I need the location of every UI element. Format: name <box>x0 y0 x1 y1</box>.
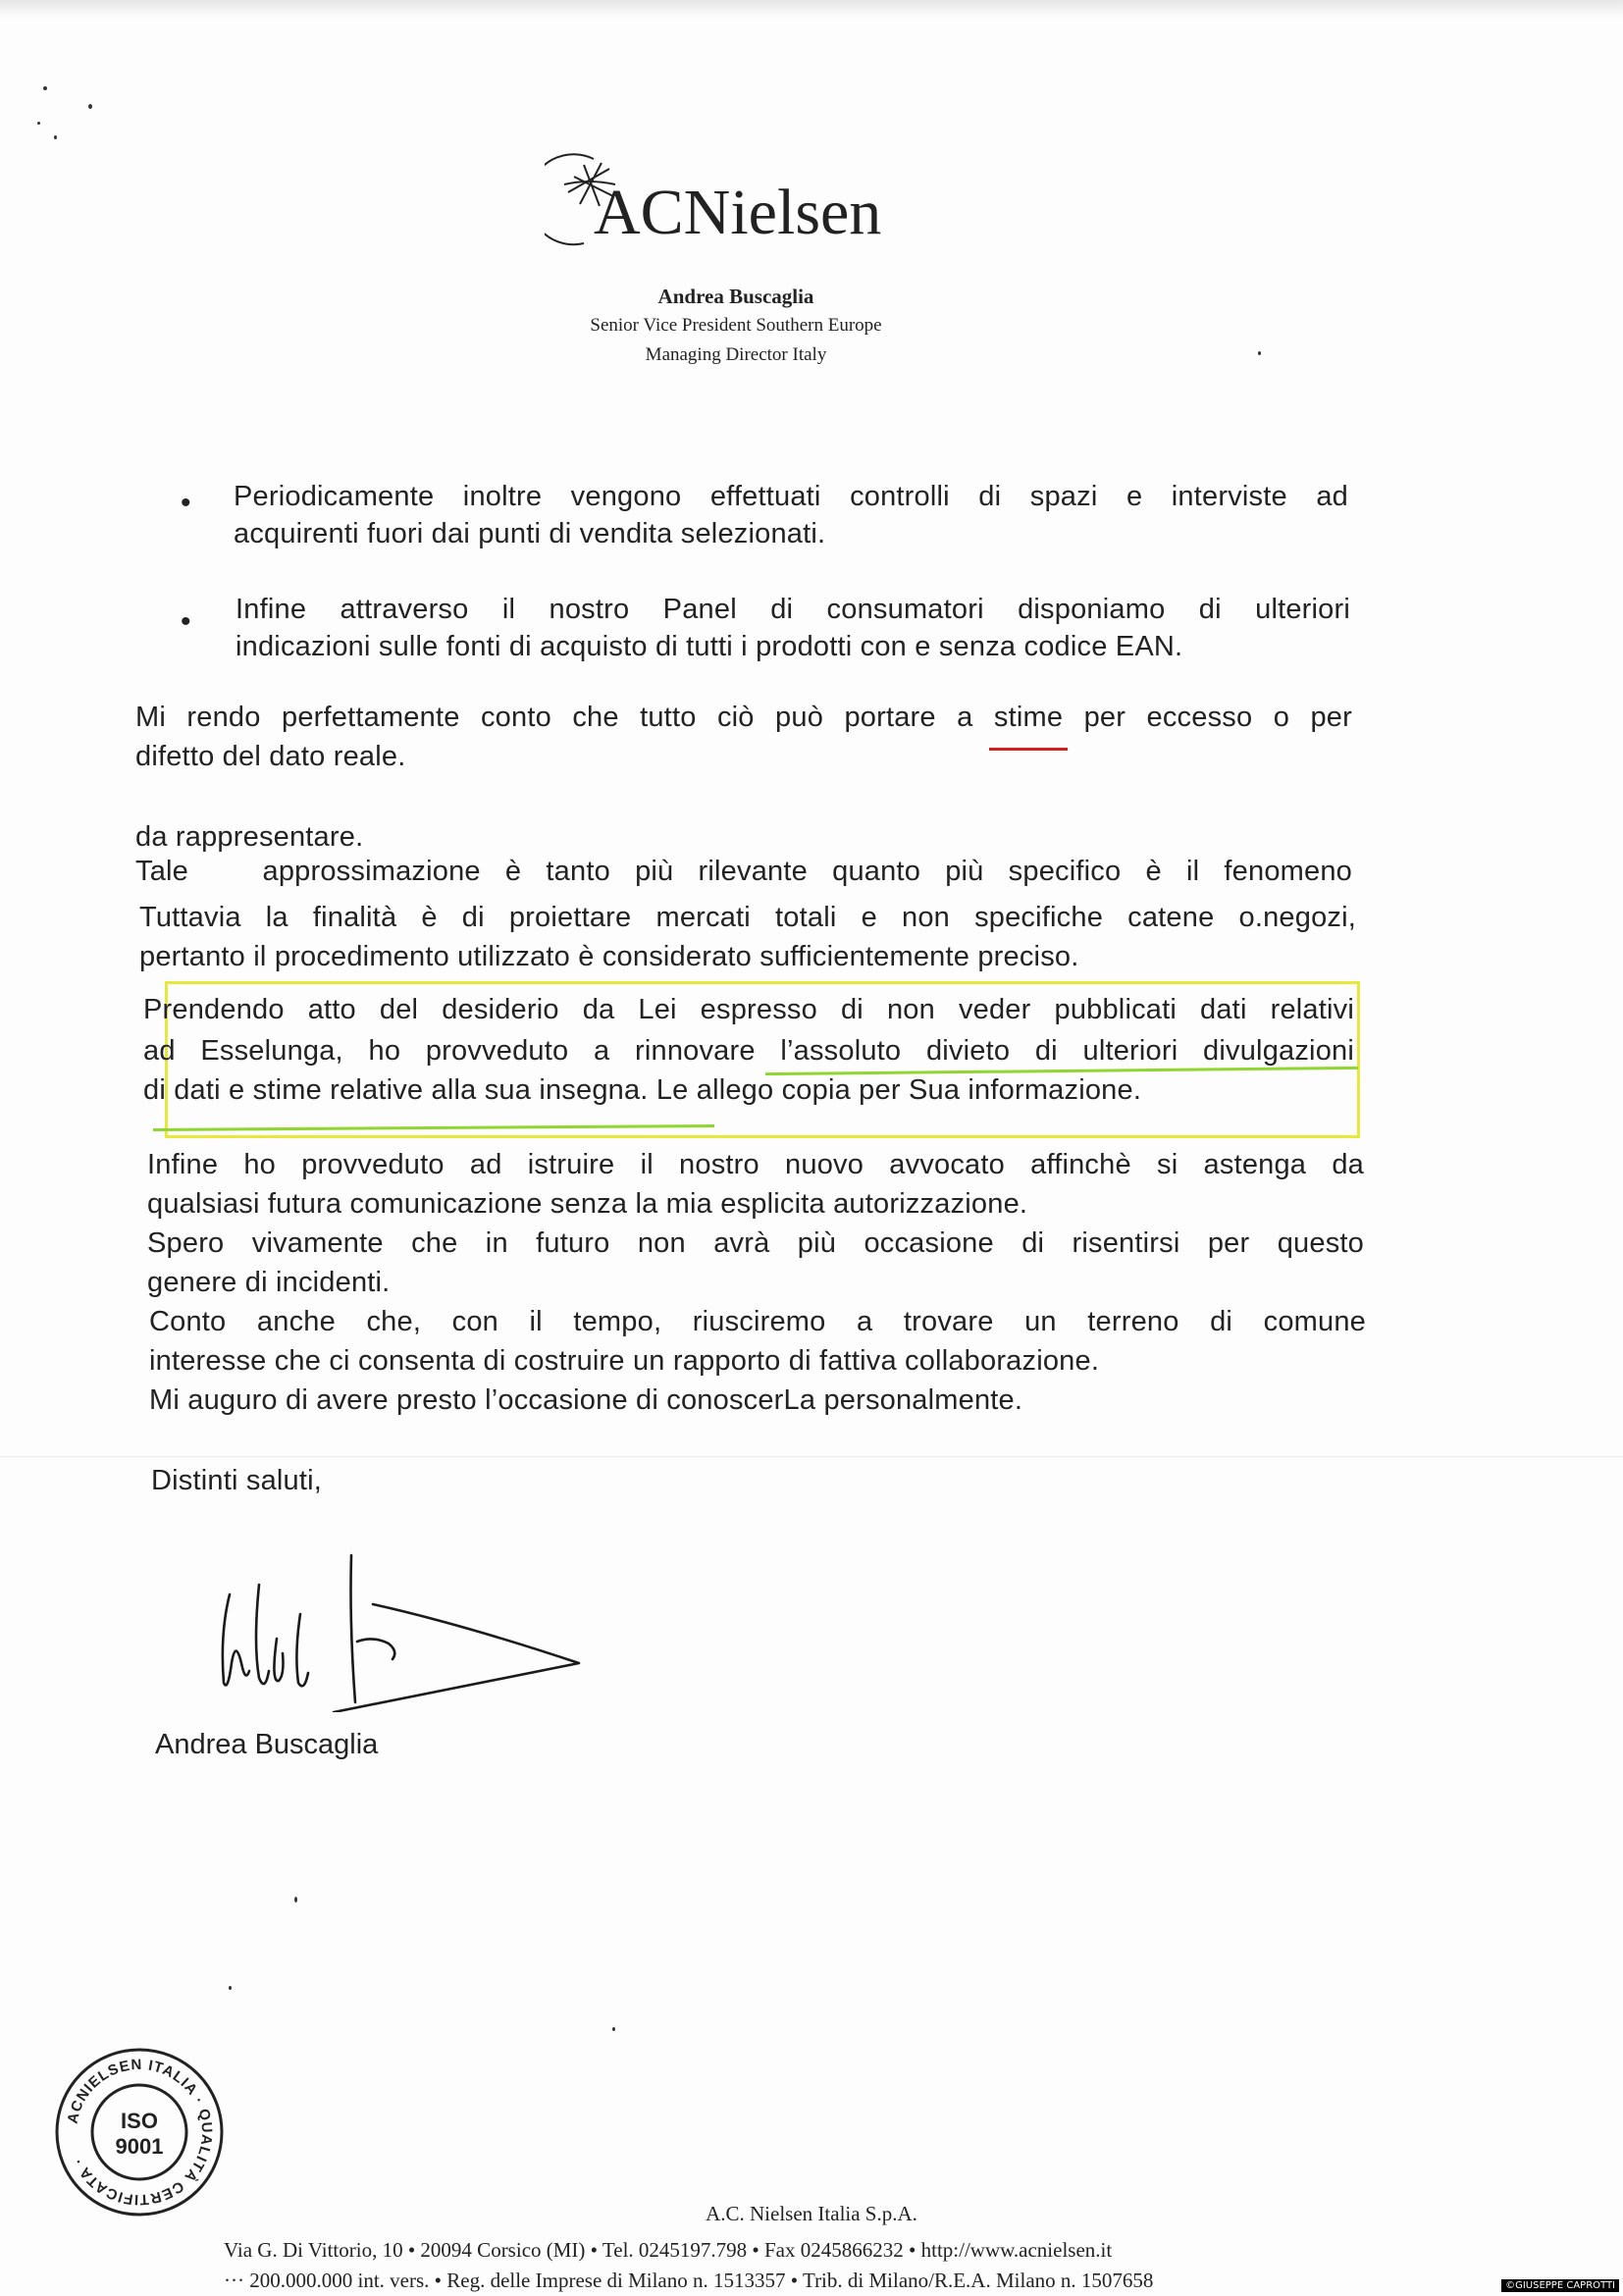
text-line: Infine attraverso il nostro Panel di consumatori disponiamo di ulteriori <box>236 594 1350 625</box>
paragraph-line: qualsiasi futura comunicazione senza la mia esplicita autorizzazione. <box>147 1188 1028 1220</box>
watermark: ©GIUSEPPE CAPROTTI <box>1501 2279 1619 2292</box>
sender-role: Managing Director Italy <box>645 344 827 365</box>
paragraph-line: di dati e stime relative alla sua insegna. Le allego copia per Sua informazione. <box>143 1074 1142 1106</box>
paragraph-line: difetto del dato reale. <box>135 741 406 772</box>
paragraph-line: Mi rendo perfettamente conto che tutto ciò può portare a stime per eccesso o per <box>135 702 1352 733</box>
paragraph-line: Tuttavia la finalità è di proiettare mercati totali e non specifiche catene o.negozi, <box>139 902 1356 933</box>
sender-name: Andrea Buscaglia <box>657 285 814 308</box>
scan-speck <box>43 86 47 90</box>
scan-speck <box>88 104 92 109</box>
paragraph-line: Mi auguro di avere presto l’occasione di conoscerLa personalmente. <box>149 1384 1023 1416</box>
bullet-item <box>236 628 1350 665</box>
text-line: acquirenti fuori dai punti di vendita selezionati. <box>234 518 826 549</box>
bullet-item <box>236 591 1350 628</box>
paragraph-line: Prendendo atto del desiderio da Lei espresso di non veder pubblicati dati relativi <box>143 994 1354 1025</box>
svg-text:9001: 9001 <box>115 2134 164 2159</box>
scan-speck <box>612 2027 615 2031</box>
svg-text:ISO: ISO <box>121 2109 158 2133</box>
paragraph-line: pertanto il procedimento utilizzato è considerato sufficientemente preciso. <box>139 941 1079 972</box>
iso-9001-seal <box>53 2046 226 2218</box>
svg-text:ACNielsen: ACNielsen <box>594 177 882 248</box>
red-underline <box>989 748 1068 751</box>
footer-registry: ··· 200.000.000 int. vers. • Reg. delle Imprese di Milano n. 1513357 • Trib. di Milano/R.E.A. Milano n. 1507658 <box>224 2269 1154 2292</box>
scan-speck <box>37 122 40 125</box>
bullet-dot: • <box>181 487 191 519</box>
paragraph-line: Spero vivamente che in futuro non avrà più occasione di risentirsi per questo <box>147 1227 1364 1259</box>
handwritten-signature <box>206 1545 589 1712</box>
paragraph-line: genere di incidenti. <box>147 1267 391 1298</box>
bullet-dot: • <box>181 605 191 638</box>
signatory-name: Andrea Buscaglia <box>155 1729 379 1760</box>
bullet-item <box>234 515 1348 552</box>
svg-text:ACNIELSEN ITALIA · QUALITÀ CER: ACNIELSEN ITALIA · QUALITÀ CERTIFICATA · <box>64 2056 216 2209</box>
footer-address: Via G. Di Vittorio, 10 • 20094 Corsico (MI) • Tel. 0245197.798 • Fax 0245866232 • http://www.acnielsen.it <box>224 2238 1113 2262</box>
text-line: indicazioni sulle fonti di acquisto di tutti i prodotti con e senza codice EAN. <box>236 631 1183 662</box>
scan-speck <box>229 1986 232 1990</box>
acnielsen-logo <box>545 147 917 255</box>
scan-speck <box>294 1897 297 1903</box>
closing: Distinti saluti, <box>151 1465 323 1496</box>
footer-company: A.C. Nielsen Italia S.p.A. <box>706 2202 917 2225</box>
bullet-item <box>234 478 1348 515</box>
paragraph-line: ad Esselunga, ho provveduto a rinnovare l’assoluto divieto di ulteriori divulgazioni <box>143 1035 1354 1067</box>
paragraph-line: Infine ho provveduto ad istruire il nostro nuovo avvocato affinchè si astenga da <box>147 1149 1364 1180</box>
paragraph-line: Tale approssimazione è tanto più rilevante quanto più specifico è il fenomeno <box>135 855 1352 887</box>
paragraph-line: da rappresentare. <box>135 821 364 853</box>
scan-speck <box>54 135 57 139</box>
sender-role: Senior Vice President Southern Europe <box>590 315 882 336</box>
paragraph-line: Conto anche che, con il tempo, riusciremo a trovare un terreno di comune <box>149 1306 1366 1337</box>
text-line: Periodicamente inoltre vengono effettuati controlli di spazi e interviste ad <box>234 481 1348 512</box>
paragraph-line: interesse che ci consenta di costruire un rapporto di fattiva collaborazione. <box>149 1345 1100 1377</box>
scan-line <box>0 1456 1623 1457</box>
scan-top-edge <box>0 0 1623 18</box>
